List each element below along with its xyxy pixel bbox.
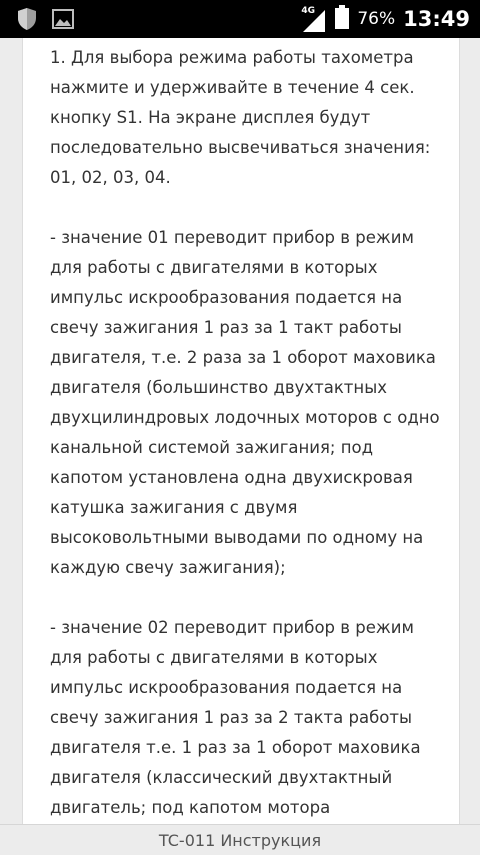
content-scroll-area[interactable] xyxy=(0,38,480,824)
system-indicators xyxy=(301,0,470,38)
footer-bar xyxy=(0,824,480,855)
article-card xyxy=(22,38,460,824)
battery-icon xyxy=(335,5,349,33)
network-type-label: 4G xyxy=(301,6,315,16)
notification-icons xyxy=(16,7,74,35)
status-bar xyxy=(0,0,480,38)
image-icon xyxy=(52,8,74,34)
clock: 13:49 xyxy=(403,7,470,31)
article-paragraph: 1. Для выбора режима работы тахометра нажмите и удерживайте в течение 4 сек. кнопку S1. На экране дисплея будут последовательно высвечиваться значения: 01, 02, 03, 04. xyxy=(50,48,431,187)
article-paragraph: - значение 02 переводит прибор в режим для работы с двигателями в которых импульс искрообразования подается на свечу зажигания 1 раз за 2 такта работы двигателя т.е. 1 раз за 1 оборот маховика двигателя (классический двухтактный двигатель; под капотом мотора xyxy=(50,618,421,817)
article-body xyxy=(50,43,450,823)
shield-icon xyxy=(16,7,38,35)
signal-icon xyxy=(301,4,327,34)
footer-title: TC-011 Инструкция xyxy=(158,830,322,850)
battery-percent: 76% xyxy=(357,9,396,29)
article-paragraph: - значение 01 переводит прибор в режим для работы с двигателями в которых импульс искрообразования подается на свечу зажигания 1 раз за 1 такт работы двигателя, т.е. 2 раза за 1 оборот маховика двигателя (большинство двухтактных двухцилиндровых лодочных моторов с одно канальной системой зажигания; под капотом установлена одна двухискровая катушка зажигания с двумя высоковольтными выводами по одному на каждую свечу зажигания); xyxy=(50,228,440,577)
